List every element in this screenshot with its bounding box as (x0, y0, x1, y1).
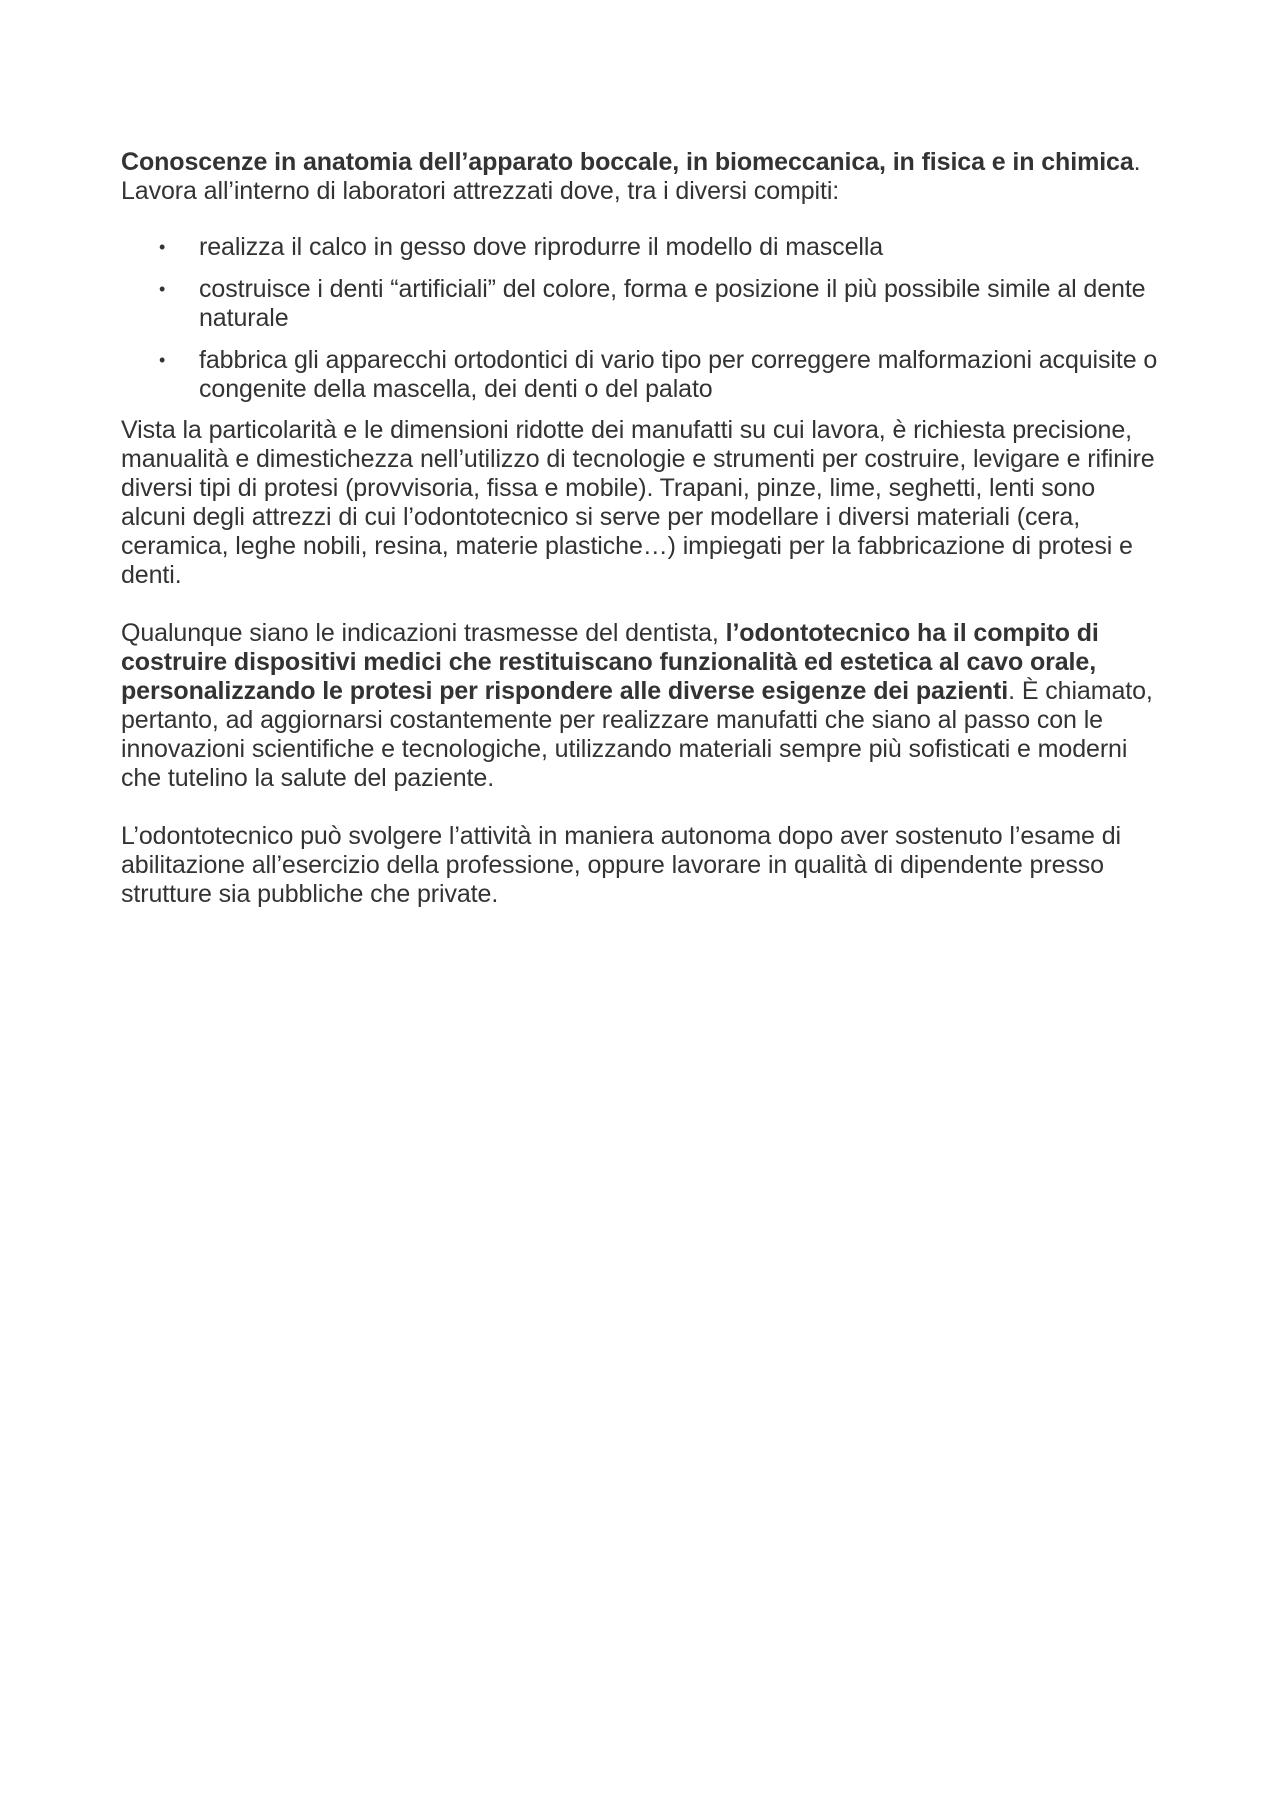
intro-text: . Lavora all’interno di laboratori attrezzati dove, tra i diversi compiti: (121, 148, 1141, 205)
list-item-text: realizza il calco in gesso dove riprodurre il modello di mascella (199, 233, 884, 261)
intro-bold-text: Conoscenze in anatomia dell’apparato boccale, in biomeccanica, in fisica e in chimica (121, 148, 1134, 176)
list-item (121, 346, 1169, 404)
list-item-text: costruisce i denti “artificiali” del colore, forma e posizione il più possibile simile al dente naturale (199, 275, 1146, 332)
intro-paragraph (121, 148, 1161, 206)
career-paragraph: L’odontotecnico può svolgere l’attività in maniera autonoma dopo aver sostenuto l’esame di abilitazione all’esercizio della professione, oppure lavorare in qualità di dipendente presso strutture sia pubbliche che private. (121, 822, 1121, 908)
list-item-text: fabbrica gli apparecchi ortodontici di vario tipo per correggere malformazioni acquisite o congenite della mascella, dei denti o del palato (199, 346, 1158, 403)
bullet-icon: • (159, 279, 166, 299)
list-item (121, 233, 1169, 262)
tasks-list (121, 233, 1161, 404)
role-lead-text: Qualunque siano le indicazioni trasmesse del dentista, (121, 619, 726, 647)
document-page (121, 148, 1161, 909)
role-paragraph (121, 619, 1161, 793)
role-bold-text: l’odontotecnico ha il compito di costruire dispositivi medici che restituiscano funzionalità ed estetica al cavo orale, personalizzando le protesi per rispondere alle diverse esigenze dei pazienti (121, 619, 1099, 705)
list-item (121, 275, 1169, 333)
role-text: . È chiamato, pertanto, ad aggiornarsi costantemente per realizzare manufatti che siano al passo con le innovazioni scientifiche e tecnologiche, utilizzando materiali sempre più sofisticati e moderni che tutelino la salute del paziente. (121, 677, 1153, 792)
bullet-icon: • (159, 350, 166, 370)
precision-paragraph: Vista la particolarità e le dimensioni ridotte dei manufatti su cui lavora, è richiesta precisione, manualità e dimestichezza nell’utilizzo di tecnologie e strumenti per costruire, levigare e rifinire diversi tipi di protesi (provvisoria, fissa e mobile). Trapani, pinze, lime, seghetti, lenti sono alcuni degli attrezzi di cui l’odontotecnico si serve per modellare i diversi materiali (cera, ceramica, leghe nobili, resina, materie plastiche…) impiegati per la fabbricazione di protesi e denti. (121, 416, 1155, 589)
bullet-icon: • (159, 237, 166, 257)
